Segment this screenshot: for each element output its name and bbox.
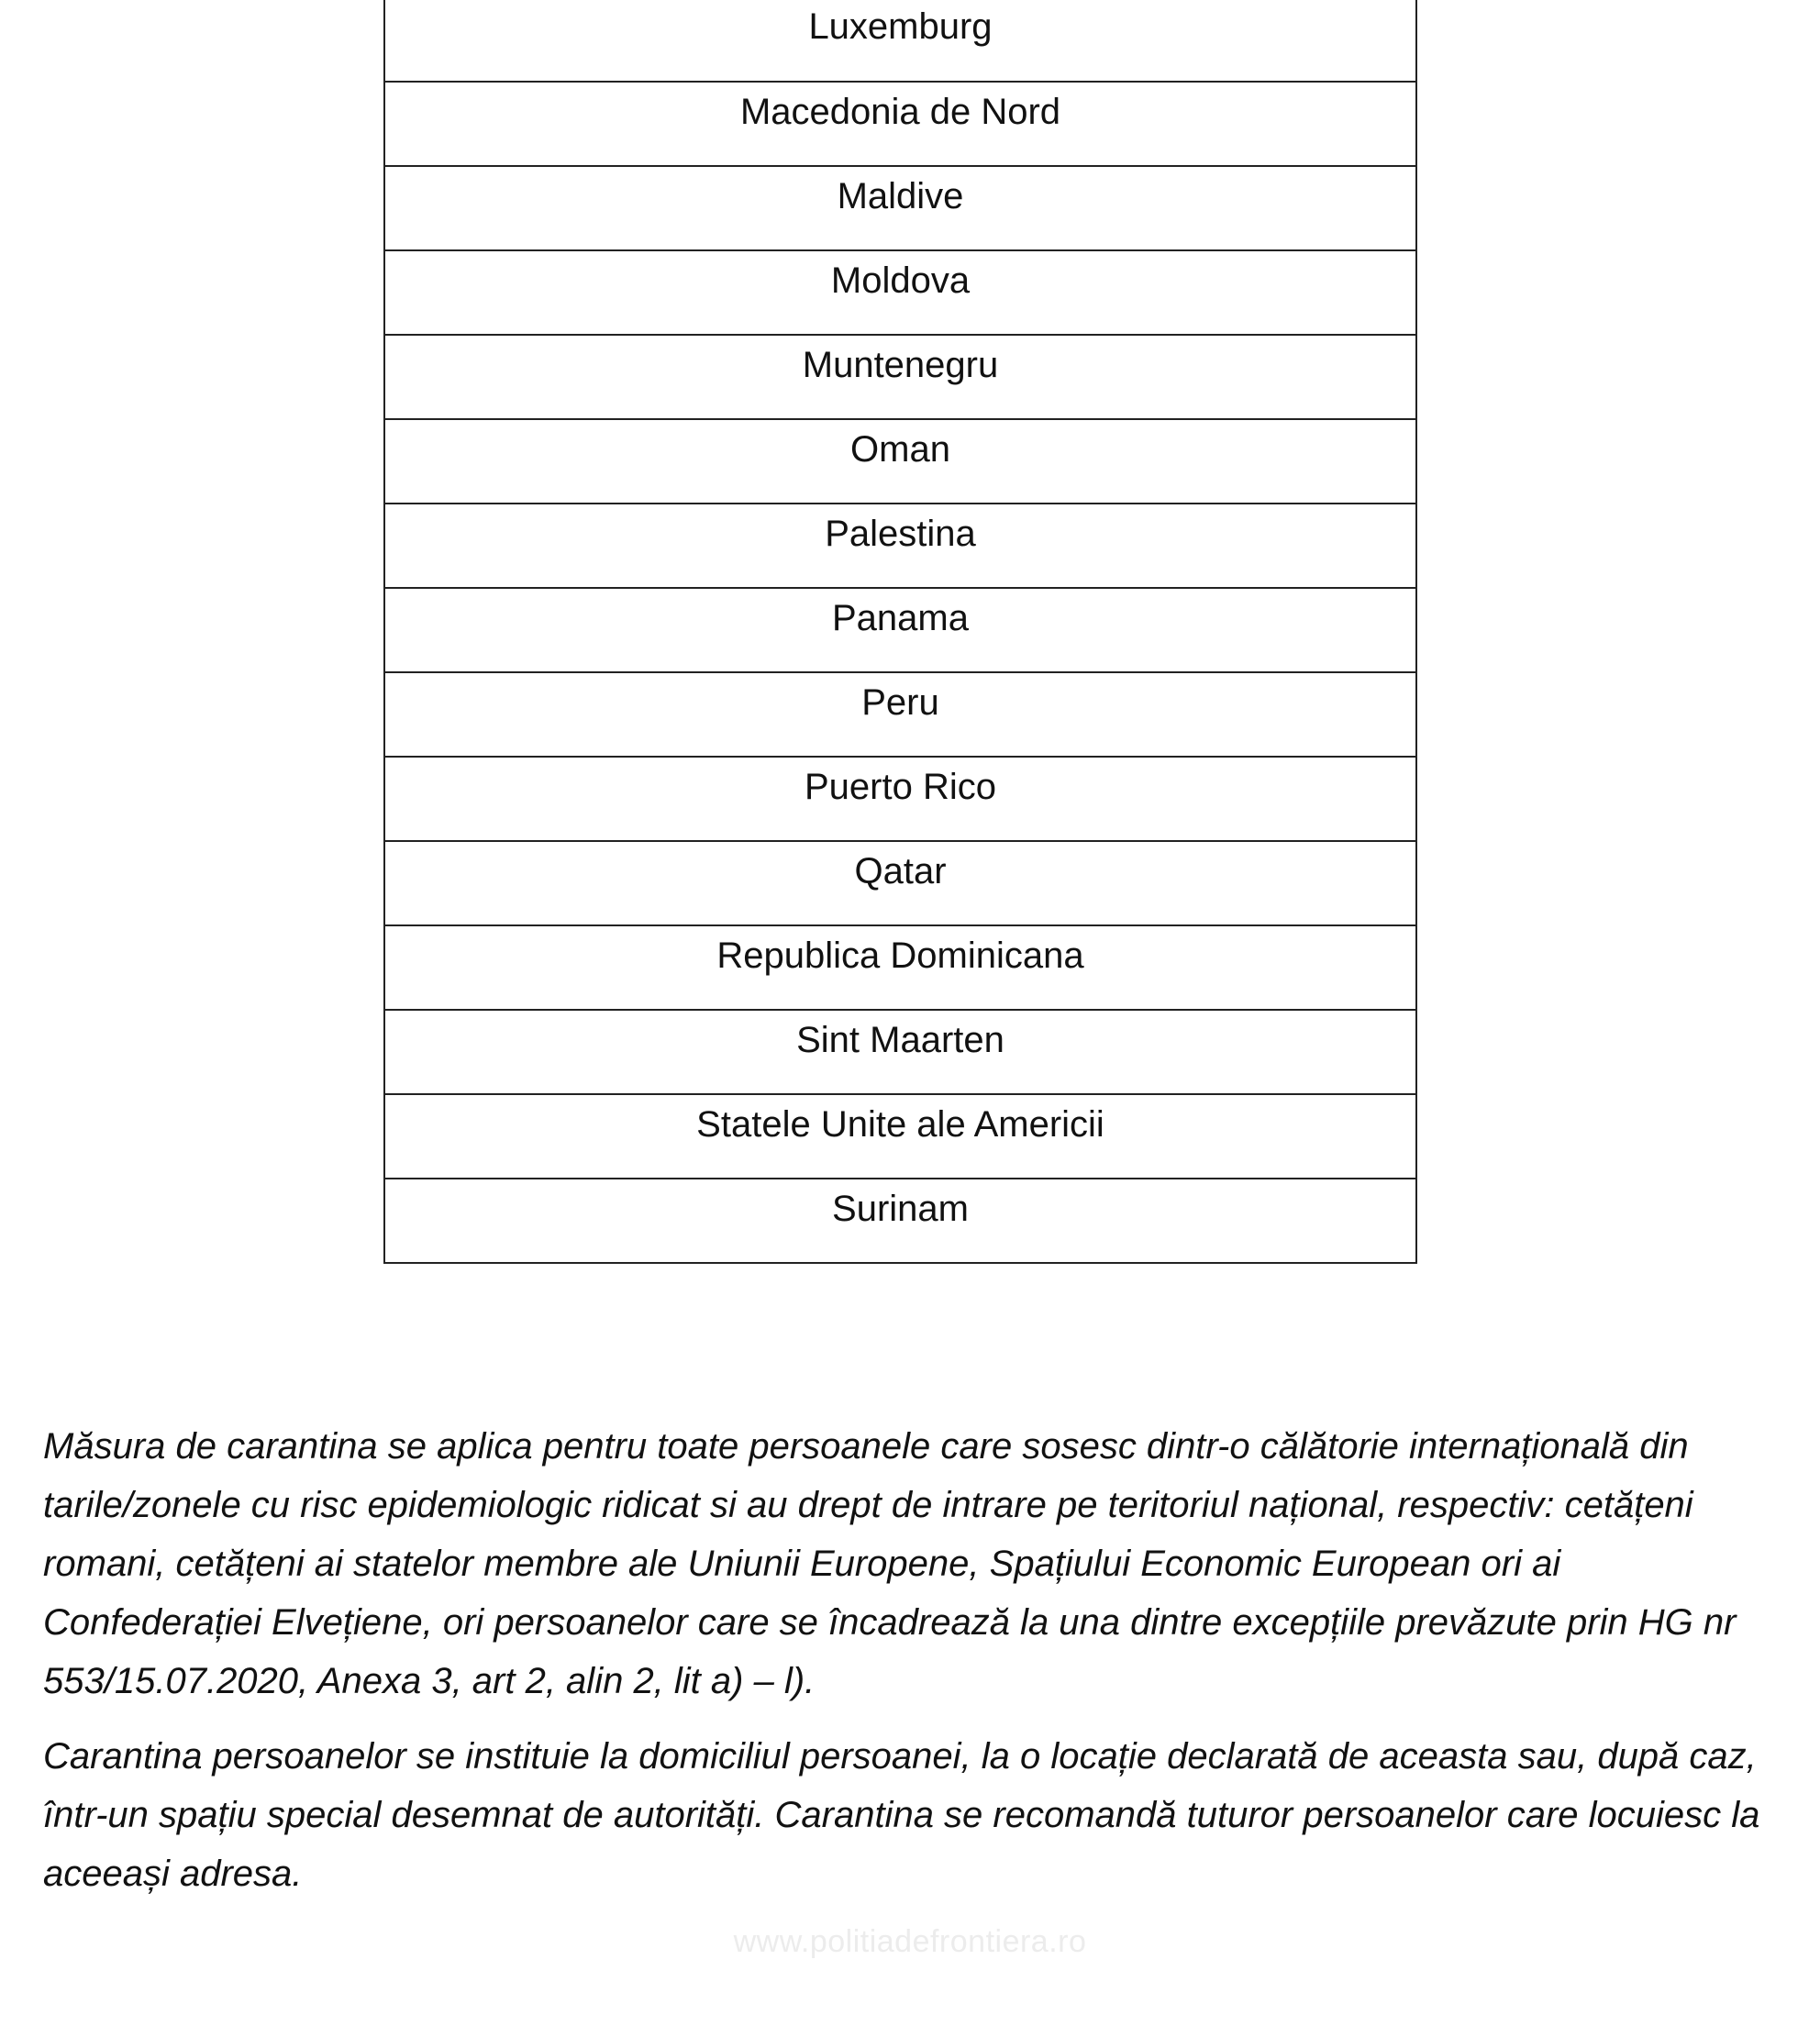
country-cell: Maldive (384, 166, 1416, 250)
table-row (384, 672, 1416, 757)
table-row (384, 250, 1416, 335)
country-cell: Qatar (384, 841, 1416, 925)
country-cell: Republica Dominicana (384, 925, 1416, 1010)
country-table (383, 0, 1417, 1264)
table-row (384, 925, 1416, 1010)
table-row (384, 1094, 1416, 1179)
table-row (384, 1179, 1416, 1263)
table-row (384, 841, 1416, 925)
table-row (384, 335, 1416, 419)
quarantine-scope-paragraph: Măsura de carantina se aplica pentru toate persoanele care sosesc dintr-o călătorie internațională din tarile/zonele cu risc epidemiologic ridicat si au drept de intrare pe teritoriul național, respectiv: cetățeni romani, cetățeni ai statelor membre ale Uniunii Europene, Spațiului Economic European ori ai Confederației Elvețiene, ori persoanelor care se încadrează la una dintre excepțiile prevăzute prin HG nr 553/15.07.2020, Anexa 3, art 2, alin 2, lit a) – l). (43, 1426, 1737, 1701)
country-cell: Macedonia de Nord (384, 82, 1416, 166)
country-cell: Peru (384, 672, 1416, 757)
country-cell: Puerto Rico (384, 757, 1416, 841)
table-row (384, 504, 1416, 588)
table-row (384, 757, 1416, 841)
table-row (384, 82, 1416, 166)
country-cell: Panama (384, 588, 1416, 672)
country-cell: Surinam (384, 1179, 1416, 1263)
quarantine-notes (43, 1417, 1786, 1920)
country-cell: Palestina (384, 504, 1416, 588)
table-row (384, 419, 1416, 504)
table-row (384, 0, 1416, 82)
country-cell: Luxemburg (384, 0, 1416, 82)
country-cell: Sint Maarten (384, 1010, 1416, 1094)
table-row (384, 588, 1416, 672)
country-cell: Statele Unite ale Americii (384, 1094, 1416, 1179)
watermark: www.politiadefrontiera.ro (733, 1924, 1087, 1959)
country-cell: Muntenegru (384, 335, 1416, 419)
country-cell: Oman (384, 419, 1416, 504)
quarantine-location-paragraph: Carantina persoanelor se instituie la domiciliul persoanei, la o locație declarată de aceasta sau, după caz, într-un spațiu special desemnat de autorități. Carantina se recomandă tuturor persoanelor care locuiesc la aceeași adresa. (43, 1736, 1760, 1894)
country-cell: Moldova (384, 250, 1416, 335)
table-row (384, 1010, 1416, 1094)
table-row (384, 166, 1416, 250)
